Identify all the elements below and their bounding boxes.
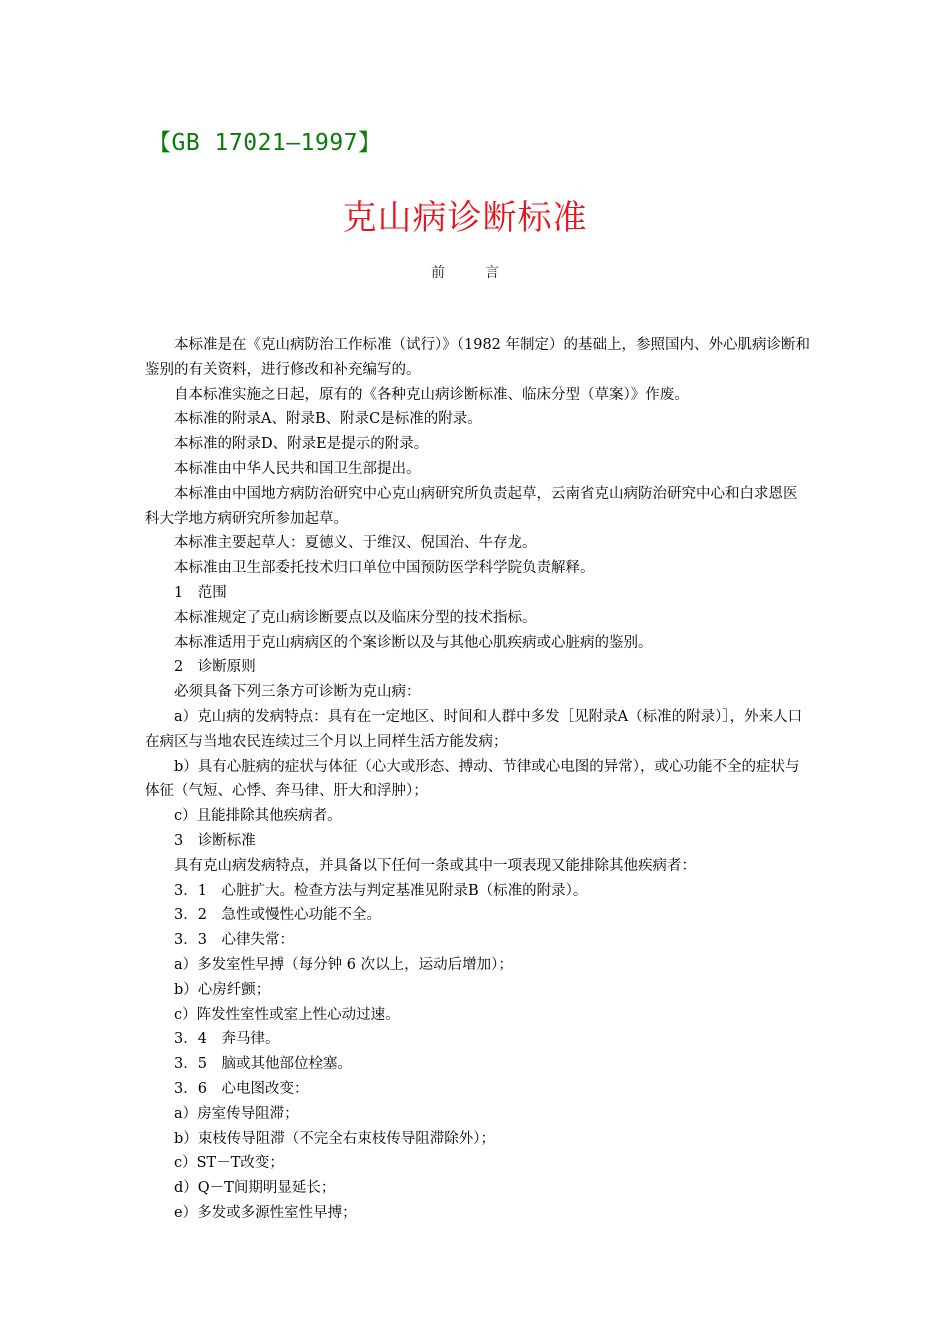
paragraph: 本标准主要起草人：夏德义、于维汉、倪国治、牛存龙。 [174, 535, 537, 552]
list-item: b）束枝传导阻滞（不完全右束枝传导阻滞除外）； [174, 1130, 496, 1147]
list-item: a）多发室性早搏（每分钟 6 次以上，运动后增加）； [174, 956, 513, 973]
list-item: c）且能排除其他疾病者。 [174, 808, 342, 825]
subsection: 3．4 奔马律。 [174, 1031, 280, 1048]
subsection: 3．1 心脏扩大。检查方法与判定基准见附录B（标准的附录）。 [174, 882, 588, 899]
paragraph: 本标准由中华人民共和国卫生部提出。 [174, 460, 421, 477]
document-body [145, 333, 810, 1226]
section-heading: 3 诊断标准 [174, 832, 256, 849]
paragraph: 本标准是在《克山病防治工作标准（试行）》（1982 年制定）的基础上，参照国内、外心肌病诊断和鉴别的有关资料，进行修改和补充编写的。 [145, 337, 811, 378]
paragraph: 本标准的附录D、附录E是提示的附录。 [174, 436, 429, 453]
paragraph: 本标准规定了克山病诊断要点以及临床分型的技术指标。 [174, 609, 537, 626]
paragraph: 本标准的附录A、附录B、附录C是标准的附录。 [174, 411, 482, 428]
list-item: c）阵发性室性或室上性心动过速。 [174, 1006, 400, 1023]
list-item: b）具有心脏病的症状与体征（心大或形态、搏动、节律或心电图的异常），或心功能不全的症状与体征（气短、心悸、奔马律、肝大和浮肿）； [145, 758, 800, 800]
subsection: 3．5 脑或其他部位栓塞。 [174, 1056, 352, 1073]
foreword-char: 前 [431, 265, 445, 281]
paragraph: 必须具备下列三条方可诊断为克山病： [174, 684, 421, 701]
list-item: a）克山病的发病特点：具有在一定地区、时间和人群中多发［见附录A（标准的附录）］，外来人口在病区与当地农民连续过三个月以上同样生活方能发病； [145, 708, 803, 750]
paragraph: 本标准适用于克山病病区的个案诊断以及与其他心肌疾病或心脏病的鉴别。 [174, 634, 653, 651]
paragraph: 本标准由中国地方病防治研究中心克山病研究所负责起草，云南省克山病防治研究中心和白求恩医科大学地方病研究所参加起草。 [145, 485, 798, 527]
list-item: d）Q－T间期明显延长； [174, 1180, 336, 1197]
subsection: 3．6 心电图改变： [174, 1080, 309, 1097]
foreword-heading [0, 262, 930, 282]
standard-code: 【GB 17021—1997】 [148, 130, 382, 156]
list-item: a）房室传导阻滞； [174, 1105, 299, 1122]
paragraph: 具有克山病发病特点，并具备以下任何一条或其中一项表现又能排除其他疾病者： [174, 857, 696, 874]
list-item: e）多发或多源性室性早搏； [174, 1204, 357, 1221]
subsection: 3．2 急性或慢性心功能不全。 [174, 907, 381, 924]
section-heading: 2 诊断原则 [174, 659, 256, 676]
list-item: c）ST－T改变； [174, 1155, 284, 1172]
paragraph: 自本标准实施之日起，原有的《各种克山病诊断标准、临床分型（草案）》作废。 [174, 386, 689, 403]
foreword-char: 言 [485, 265, 499, 281]
subsection: 3．3 心律失常： [174, 932, 294, 949]
paragraph: 本标准由卫生部委托技术归口单位中国预防医学科学院负责解释。 [174, 560, 595, 577]
list-item: b）心房纤颤； [174, 981, 271, 998]
section-heading: 1 范围 [174, 584, 227, 601]
document-title: 克山病诊断标准 [342, 198, 588, 238]
